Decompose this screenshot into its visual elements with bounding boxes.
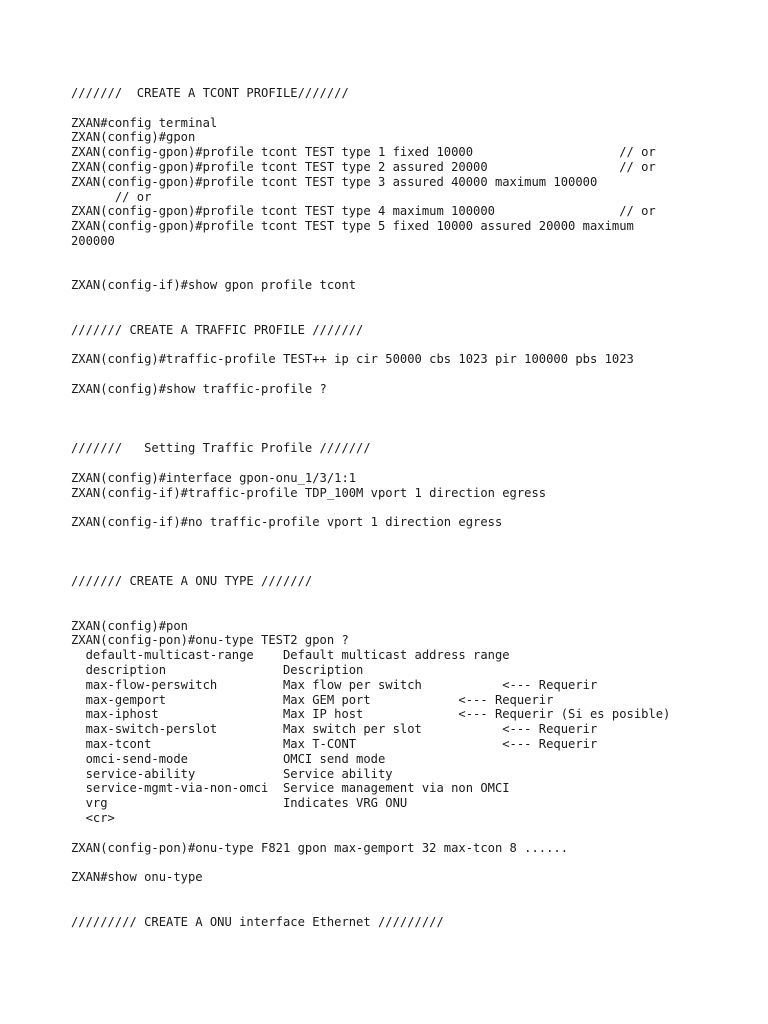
text-line: ZXAN(config)#traffic-profile TEST++ ip cir 50000 cbs 1023 pir 100000 pbs 1023: [71, 352, 634, 367]
text-line: vrg Indicates VRG ONU: [71, 796, 408, 811]
text-line: // or: [71, 189, 152, 204]
blank-line: [71, 264, 761, 279]
text-line: ZXAN(config)#interface gpon-onu_1/3/1:1: [71, 470, 357, 485]
text-line: max-flow-perswitch Max flow per switch <--- Requerir: [71, 677, 598, 692]
text-line: ZXAN#config terminal: [71, 115, 218, 130]
text-line: ZXAN#show onu-type: [71, 870, 203, 885]
blank-line: [71, 826, 761, 841]
text-line: omci-send-mode OMCI send mode: [71, 751, 386, 766]
text-line: /////// Setting Traffic Profile ///////: [71, 441, 371, 456]
blank-line: [71, 885, 761, 900]
blank-line: [71, 426, 761, 441]
text-line: description Description: [71, 663, 364, 678]
blank-line: [71, 367, 761, 382]
blank-line: [71, 500, 761, 515]
text-line: ZXAN(config-pon)#onu-type TEST2 gpon ?: [71, 633, 349, 648]
text-line: ZXAN(config)#pon: [71, 618, 188, 633]
text-line: ZXAN(config-pon)#onu-type F821 gpon max-gemport 32 max-tcon 8 ......: [71, 840, 569, 855]
blank-line: [71, 412, 761, 427]
blank-line: [71, 101, 761, 116]
document-body: [71, 86, 761, 929]
text-line: /////// CREATE A ONU TYPE ///////: [71, 574, 313, 589]
text-line: ///////// CREATE A ONU interface Ethernet /////////: [71, 914, 444, 929]
text-line: /////// CREATE A TRAFFIC PROFILE ///////: [71, 322, 364, 337]
text-line: ZXAN(config-if)#traffic-profile TDP_100M vport 1 direction egress: [71, 485, 547, 500]
text-line: ZXAN(config-gpon)#profile tcont TEST type 4 maximum 100000 // or: [71, 204, 656, 219]
text-line: max-gemport Max GEM port <--- Requerir: [71, 692, 554, 707]
text-line: ZXAN(config-gpon)#profile tcont TEST type 5 fixed 10000 assured 20000 maximum: [71, 219, 634, 234]
text-line: 200000: [71, 233, 115, 248]
blank-line: [71, 604, 761, 619]
blank-line: [71, 308, 761, 323]
blank-line: [71, 456, 761, 471]
blank-line: [71, 589, 761, 604]
blank-line: [71, 560, 761, 575]
text-line: max-switch-perslot Max switch per slot <--- Requerir: [71, 722, 598, 737]
text-line: ZXAN(config)#gpon: [71, 130, 196, 145]
text-line: ZXAN(config)#show traffic-profile ?: [71, 381, 327, 396]
blank-line: [71, 855, 761, 870]
text-line: ZXAN(config-gpon)#profile tcont TEST type 3 assured 40000 maximum 100000: [71, 174, 598, 189]
blank-line: [71, 545, 761, 560]
blank-line: [71, 338, 761, 353]
blank-line: [71, 530, 761, 545]
text-line: max-tcont Max T-CONT <--- Requerir: [71, 737, 598, 752]
blank-line: [71, 293, 761, 308]
text-line: service-mgmt-via-non-omci Service management via non OMCI: [71, 781, 510, 796]
text-line: <cr>: [71, 811, 115, 826]
blank-line: [71, 249, 761, 264]
blank-line: [71, 900, 761, 915]
text-line: ZXAN(config-gpon)#profile tcont TEST type 2 assured 20000 // or: [71, 159, 656, 174]
text-line: max-iphost Max IP host <--- Requerir (Si es posible): [71, 707, 671, 722]
text-line: ZXAN(config-if)#show gpon profile tcont: [71, 278, 357, 293]
text-line: /////// CREATE A TCONT PROFILE///////: [71, 86, 349, 100]
text-line: service-ability Service ability: [71, 766, 393, 781]
text-line: ZXAN(config-gpon)#profile tcont TEST type 1 fixed 10000 // or: [71, 145, 656, 160]
text-line: ZXAN(config-if)#no traffic-profile vport 1 direction egress: [71, 515, 503, 530]
blank-line: [71, 397, 761, 412]
text-line: default-multicast-range Default multicast address range: [71, 648, 510, 663]
